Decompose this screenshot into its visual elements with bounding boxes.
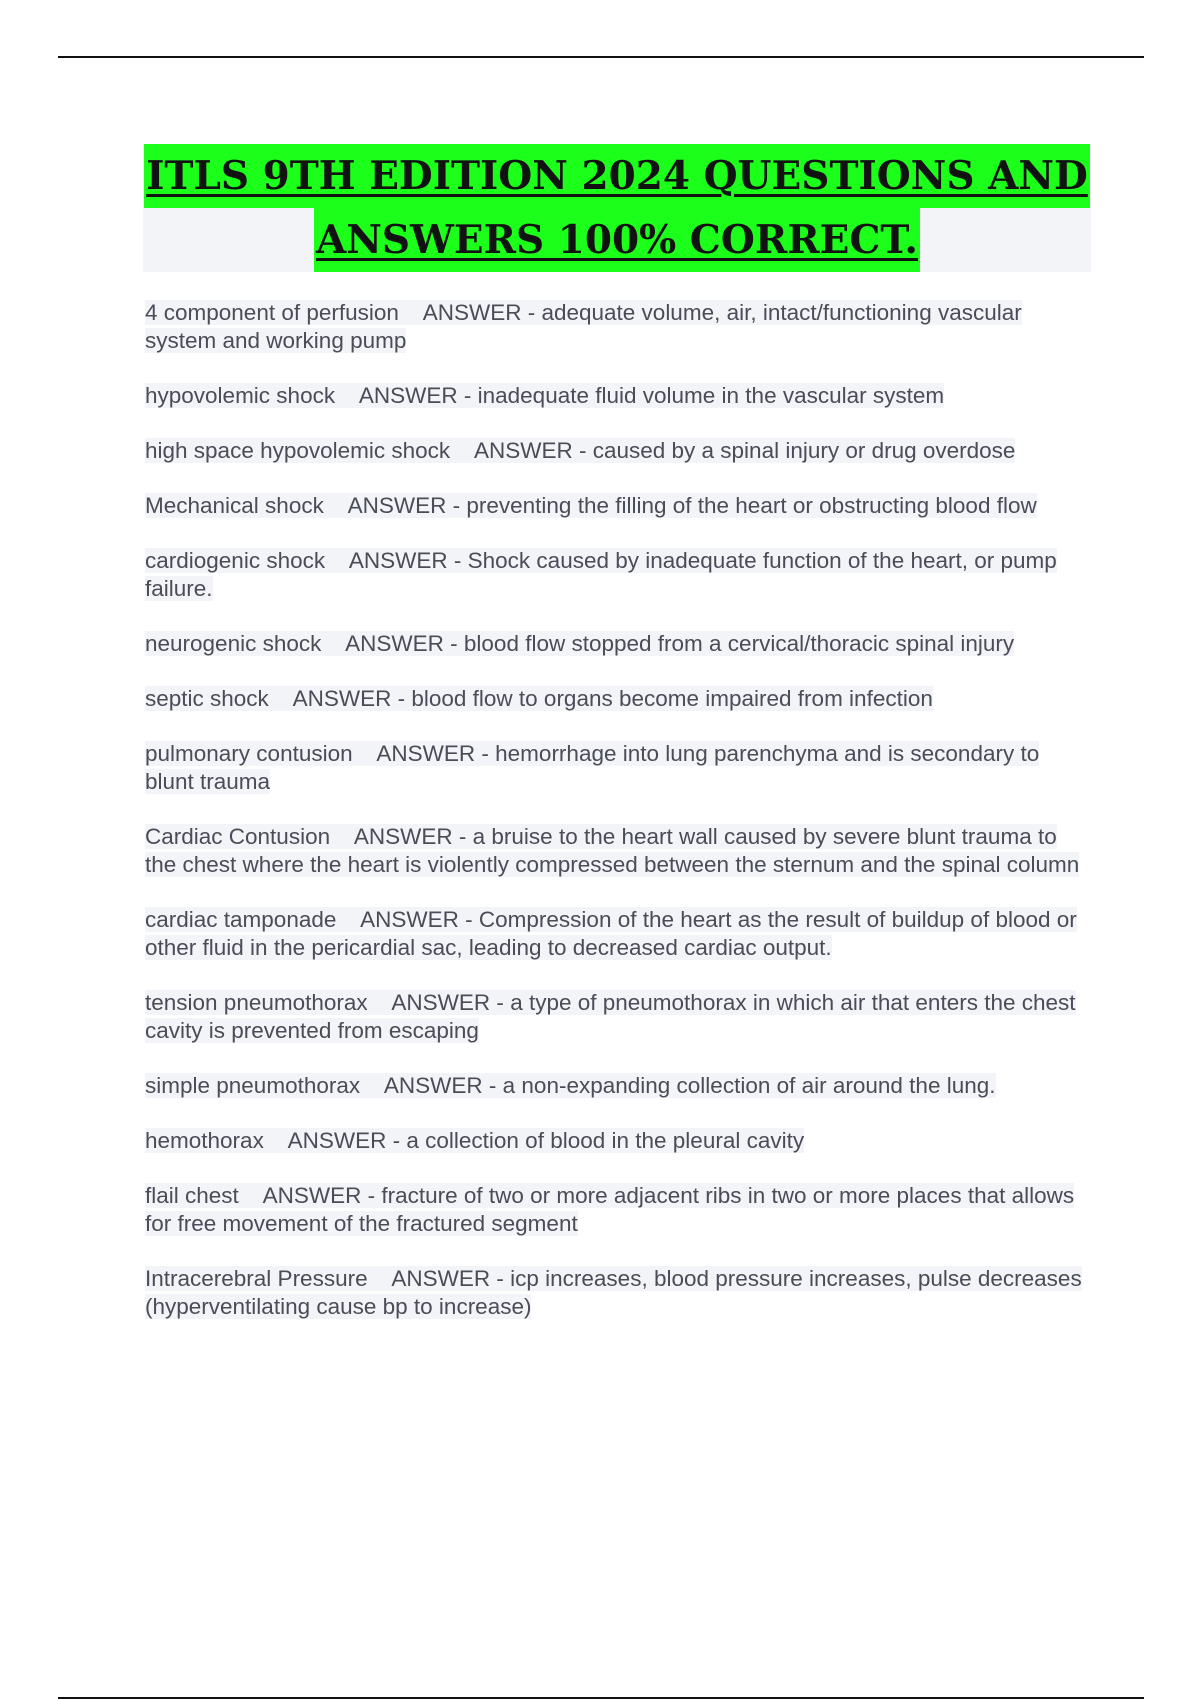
answer-marker: ANSWER -: [360, 907, 479, 932]
qa-gap: [239, 1183, 263, 1208]
qa-term: neurogenic shock: [145, 631, 322, 656]
qa-term: simple pneumothorax: [145, 1073, 361, 1098]
qa-gap: [330, 824, 354, 849]
qa-gap: [264, 1128, 288, 1153]
qa-term: Mechanical shock: [145, 493, 324, 518]
bottom-rule: [58, 1697, 1144, 1699]
answer-marker: ANSWER -: [473, 438, 593, 463]
qa-term: cardiac tamponade: [145, 907, 337, 932]
qa-term: septic shock: [145, 686, 269, 711]
qa-entry: [145, 823, 1090, 879]
qa-gap: [325, 548, 349, 573]
qa-gap: [399, 300, 423, 325]
qa-gap: [324, 493, 348, 518]
qa-answer: fracture of two or more adjacent ribs in two or more places that allows for free movement of the fractured segment: [145, 1183, 1075, 1236]
qa-gap: [321, 631, 345, 656]
answer-marker: ANSWER -: [353, 824, 473, 849]
answer-marker: ANSWER -: [345, 631, 464, 656]
qa-gap: [450, 438, 474, 463]
qa-term: pulmonary contusion: [145, 741, 353, 766]
qa-list: [145, 299, 1090, 1348]
answer-marker: ANSWER -: [358, 383, 478, 408]
qa-entry: [145, 989, 1090, 1045]
qa-answer: a non-expanding collection of air around the lung.: [502, 1073, 996, 1098]
qa-entry: [145, 1127, 1090, 1155]
qa-entry: [145, 492, 1090, 520]
qa-answer: caused by a spinal injury or drug overdose: [592, 438, 1016, 463]
qa-term: hemothorax: [145, 1128, 264, 1153]
qa-entry: [145, 437, 1090, 465]
qa-answer: Compression of the heart as the result of buildup of blood or other fluid in the pericardial sac, leading to decreased cardiac output.: [145, 907, 1077, 960]
qa-entry: [145, 740, 1090, 796]
title-line-1: ITLS 9TH EDITION 2024 QUESTIONS AND: [144, 144, 1090, 208]
answer-marker: ANSWER -: [383, 1073, 503, 1098]
qa-gap: [368, 1266, 392, 1291]
answer-marker: ANSWER -: [422, 300, 542, 325]
answer-marker: ANSWER -: [391, 990, 511, 1015]
qa-term: tension pneumothorax: [145, 990, 368, 1015]
qa-answer: a collection of blood in the pleural cavity: [406, 1128, 805, 1153]
title-line-2: ANSWERS 100% CORRECT.: [314, 208, 920, 272]
answer-marker: ANSWER -: [262, 1183, 382, 1208]
qa-entry: [145, 1072, 1090, 1100]
qa-entry: [145, 547, 1090, 603]
qa-term: cardiogenic shock: [145, 548, 326, 573]
document-title: [143, 144, 1091, 272]
top-rule: [58, 56, 1144, 58]
qa-answer: Shock caused by inadequate function of the heart, or pump failure.: [145, 548, 1057, 601]
qa-answer: preventing the filling of the heart or obstructing blood flow: [466, 493, 1037, 518]
qa-answer: a type of pneumothorax in which air that enters the chest cavity is prevented from escaping: [145, 990, 1076, 1043]
qa-answer: hemorrhage into lung parenchyma and is secondary to blunt trauma: [145, 741, 1040, 794]
qa-term: high space hypovolemic shock: [145, 438, 451, 463]
answer-marker: ANSWER -: [287, 1128, 407, 1153]
answer-marker: ANSWER -: [348, 548, 468, 573]
qa-term: 4 component of perfusion: [145, 300, 399, 325]
answer-marker: ANSWER -: [391, 1266, 511, 1291]
qa-answer: a bruise to the heart wall caused by severe blunt trauma to the chest where the heart is violently compressed between the sternum and the spinal column: [145, 824, 1080, 877]
qa-answer: adequate volume, air, intact/functioning vascular system and working pump: [145, 300, 1022, 353]
qa-gap: [353, 741, 377, 766]
qa-entry: [145, 1265, 1090, 1321]
qa-gap: [335, 383, 359, 408]
qa-gap: [360, 1073, 384, 1098]
qa-entry: [145, 630, 1090, 658]
qa-entry: [145, 299, 1090, 355]
qa-term: Cardiac Contusion: [145, 824, 331, 849]
qa-answer: blood flow to organs become impaired from infection: [411, 686, 933, 711]
qa-answer: inadequate fluid volume in the vascular system: [477, 383, 945, 408]
qa-gap: [336, 907, 360, 932]
qa-answer: blood flow stopped from a cervical/thoracic spinal injury: [463, 631, 1015, 656]
qa-gap: [368, 990, 392, 1015]
qa-entry: [145, 906, 1090, 962]
qa-term: Intracerebral Pressure: [145, 1266, 368, 1291]
qa-entry: [145, 382, 1090, 410]
qa-term: hypovolemic shock: [145, 383, 336, 408]
answer-marker: ANSWER -: [292, 686, 412, 711]
qa-gap: [269, 686, 293, 711]
answer-marker: ANSWER -: [376, 741, 496, 766]
qa-entry: [145, 1182, 1090, 1238]
qa-entry: [145, 685, 1090, 713]
qa-answer: icp increases, blood pressure increases, pulse decreases (hyperventilating cause bp to increase): [145, 1266, 1082, 1319]
answer-marker: ANSWER -: [347, 493, 467, 518]
qa-term: flail chest: [145, 1183, 239, 1208]
